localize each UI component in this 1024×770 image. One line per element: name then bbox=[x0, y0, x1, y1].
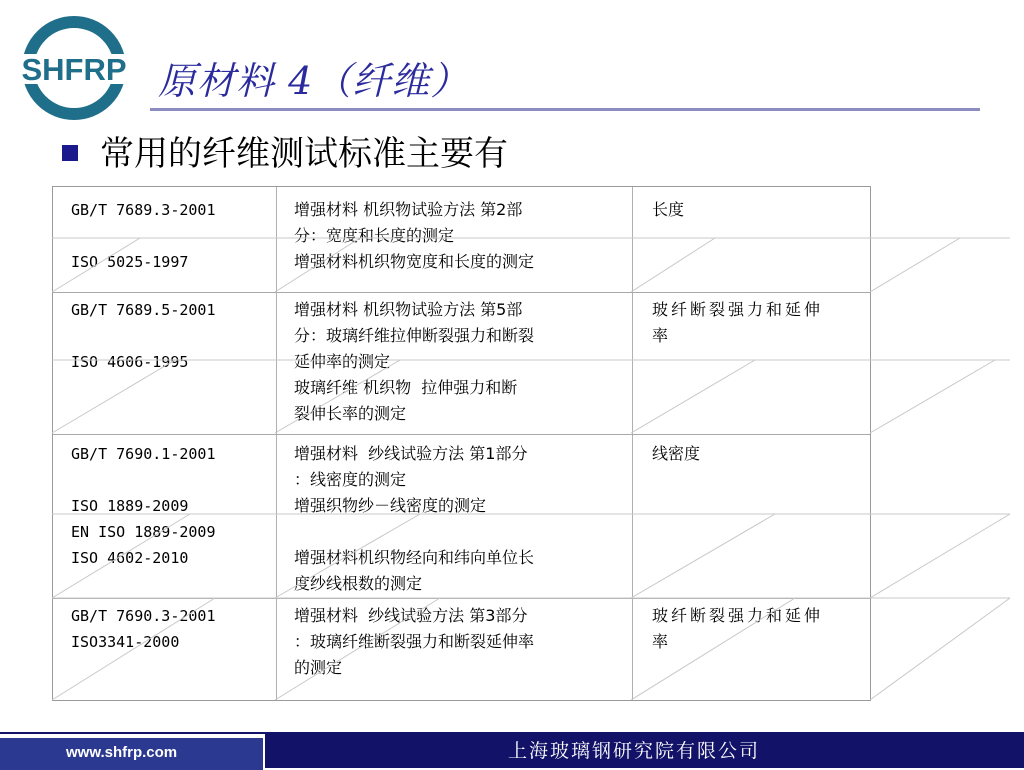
table-cell-property: 长度 bbox=[652, 200, 685, 219]
standards-table bbox=[52, 186, 871, 701]
shfrp-logo bbox=[8, 10, 138, 122]
table-cell-standard: GB/T 7690.3-2001 ISO3341-2000 bbox=[71, 607, 216, 651]
table-cell-standard: GB/T 7689.3-2001 ISO 5025-1997 bbox=[71, 201, 216, 271]
row-divider bbox=[53, 292, 870, 293]
table-cell-property: 线密度 bbox=[652, 444, 701, 463]
company-name: 上海玻璃钢研究院有限公司 bbox=[508, 740, 761, 762]
table-cell-method: 增强材料 纱线试验方法 第1部分 ：线密度的测定 增强织物纱－线密度的测定 增强材料机织物经向和纬向单位长 度纱线根数的测定 bbox=[294, 444, 535, 593]
svg-text:SHFRP: SHFRP bbox=[21, 52, 127, 87]
website-link[interactable]: www.shfrp.com bbox=[0, 738, 263, 770]
bullet-item bbox=[62, 126, 508, 175]
table-cell-method: 增强材料 机织物试验方法 第2部 分：宽度和长度的测定 增强材料机织物宽度和长度的测定 bbox=[294, 200, 535, 271]
row-divider bbox=[53, 598, 870, 599]
page-title: 原材料 4（纤维） bbox=[158, 59, 470, 103]
table-cell-standard: GB/T 7689.5-2001 ISO 4606-1995 bbox=[71, 301, 216, 371]
table-cell-standard: GB/T 7690.1-2001 ISO 1889-2009 EN ISO 1889-2009 ISO 4602-2010 bbox=[71, 445, 216, 567]
table-cell-method: 增强材料 纱线试验方法 第3部分 ：玻璃纤维断裂强力和断裂延伸率 的测定 bbox=[294, 606, 535, 677]
bullet-square-icon bbox=[62, 145, 78, 161]
title-divider bbox=[150, 108, 980, 111]
table-cell-property: 玻纤断裂强力和延伸 率 bbox=[652, 606, 824, 651]
footer-bar bbox=[0, 732, 1024, 768]
table-cell-property: 玻纤断裂强力和延伸 率 bbox=[652, 300, 824, 345]
table-cell-method: 增强材料 机织物试验方法 第5部 分：玻璃纤维拉伸断裂强力和断裂 延伸率的测定 玻璃纤维 机织物 拉伸强力和断 裂伸长率的测定 bbox=[294, 300, 535, 423]
row-divider bbox=[53, 434, 870, 435]
column-divider bbox=[632, 187, 633, 700]
footer-website-block bbox=[0, 732, 265, 768]
bullet-text: 常用的纤维测试标准主要有 bbox=[100, 134, 508, 174]
column-divider bbox=[276, 187, 277, 700]
